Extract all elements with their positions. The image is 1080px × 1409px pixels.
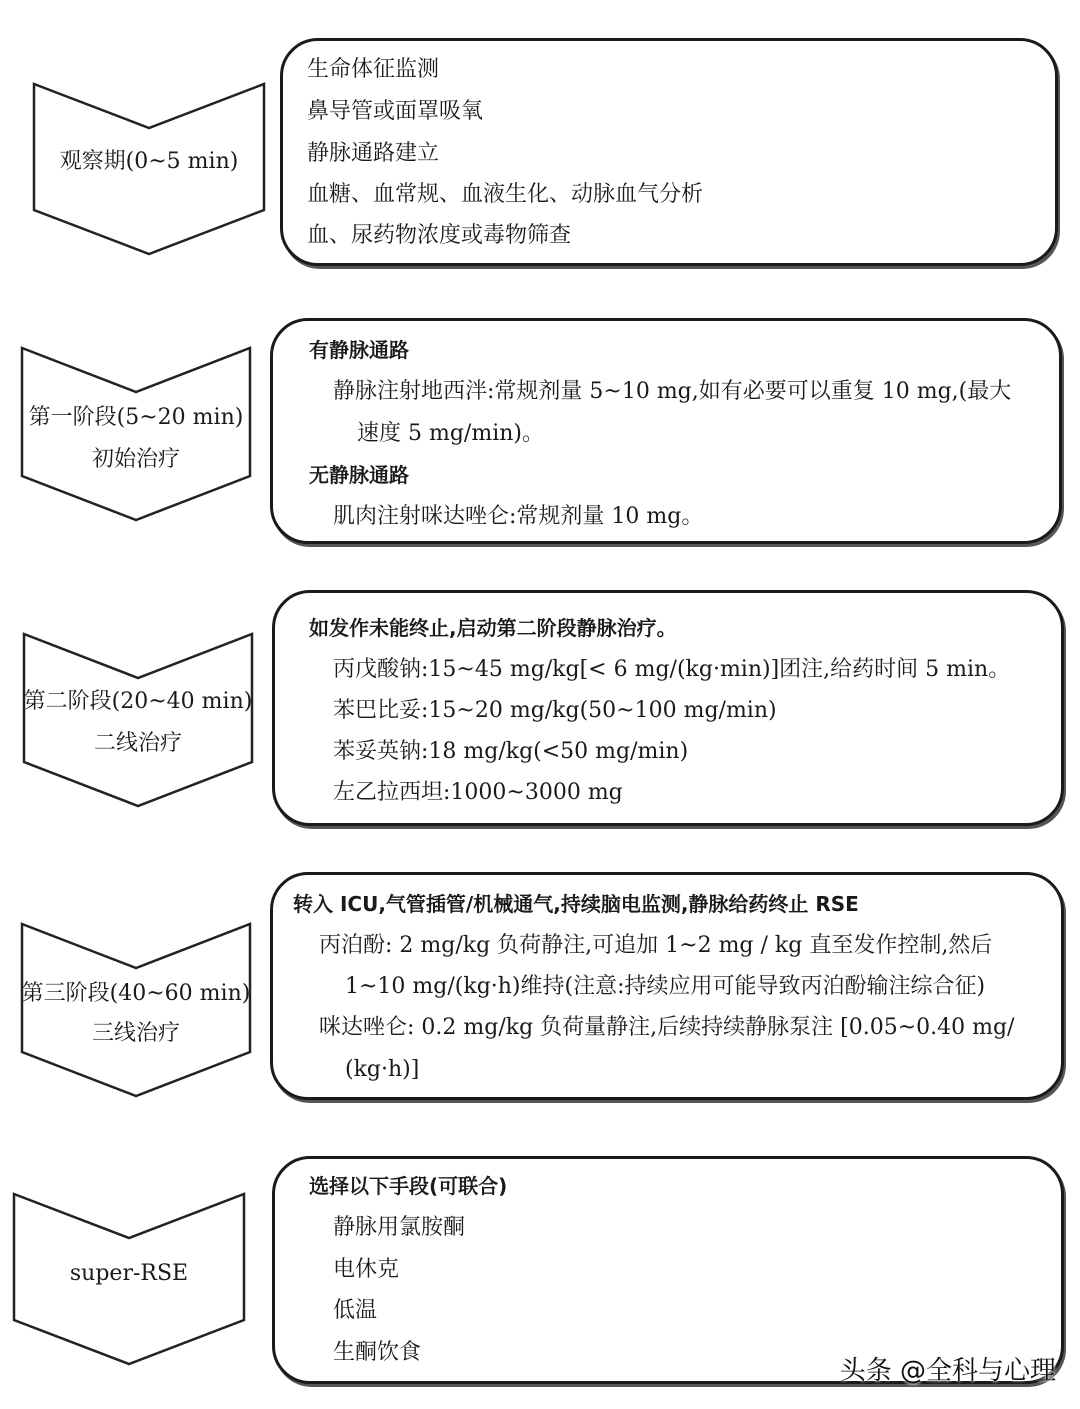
stage-3-label-2: 二线治疗 [93,731,182,756]
stage-2-line-2: 静脉注射地西泮:常规剂量 5~10 mg,如有必要可以重复 10 mg,(最大 [333,379,1012,404]
stage-5-line-3: 电休克 [333,1257,400,1282]
stage-4-box [270,872,1064,1100]
stage-4-line-3: 1~10 mg/(kg·h)维持(注意:持续应用可能导致丙泊酚输注综合征) [345,974,986,999]
stage-5-line-5: 生酮饮食 [333,1340,422,1365]
stage-3-line-4: 苯妥英钠:18 mg/kg(<50 mg/min) [333,739,689,764]
stage-5-line-2: 静脉用氯胺酮 [333,1215,466,1240]
stage-4-chevron [20,922,252,1098]
stage-1-line-1: 生命体征监测 [307,57,440,82]
stage-4-label-2: 三线治疗 [91,1021,180,1046]
stage-1-chevron [32,82,266,256]
stage-5-chevron [12,1192,246,1366]
stage-4-line-5: (kg·h)] [345,1057,420,1082]
stage-1-line-2: 鼻导管或面罩吸氧 [307,99,484,124]
stage-1-line-3: 静脉通路建立 [307,141,440,166]
stage-1-label: 观察期(0~5 min) [59,149,239,174]
stage-2-line-5: 肌肉注射咪达唑仑:常规剂量 10 mg。 [333,504,704,529]
watermark: 头条 @全科与心理 [839,1356,1056,1386]
stage-4-line-4: 咪达唑仑: 0.2 mg/kg 负荷量静注,后续持续静脉泵注 [0.05~0.40 mg/ [319,1015,1015,1040]
stage-5-line-4: 低温 [333,1298,378,1323]
stage-3-line-2: 丙戊酸钠:15~45 mg/kg[< 6 mg/(kg·min)]团注,给药时间 5 min。 [333,657,1011,682]
stage-2-line-1: 有静脉通路 [309,338,409,362]
stage-4-line-1: 转入 ICU,气管插管/机械通气,持续脑电监测,静脉给药终止 RSE [293,892,859,916]
stage-4-label-1: 第三阶段(40~60 min) [21,981,251,1006]
stage-3-line-5: 左乙拉西坦:1000~3000 mg [333,780,623,805]
stage-3-box [272,590,1064,826]
stage-1-box [280,38,1058,266]
stage-3-line-1: 如发作未能终止,启动第二阶段静脉治疗。 [309,616,677,640]
stage-2-label-2: 初始治疗 [91,447,180,472]
stage-2-line-3: 速度 5 mg/min)。 [357,421,544,446]
stage-2-label-1: 第一阶段(5~20 min) [28,405,244,430]
stage-2-box [270,318,1062,544]
stage-3-chevron [22,632,254,808]
stage-4-line-2: 丙泊酚: 2 mg/kg 负荷静注,可追加 1~2 mg / kg 直至发作控制,然后 [319,933,993,958]
stage-2-line-4: 无静脉通路 [309,463,409,487]
stage-5-label: super-RSE [69,1261,189,1286]
stage-2-chevron [20,346,252,522]
stage-3-line-3: 苯巴比妥:15~20 mg/kg(50~100 mg/min) [333,698,777,723]
stage-1-line-4: 血糖、血常规、血液生化、动脉血气分析 [307,182,704,207]
stage-3-label-1: 第二阶段(20~40 min) [23,689,253,714]
stage-5-line-1: 选择以下手段(可联合) [309,1174,508,1198]
stage-1-line-5: 血、尿药物浓度或毒物筛查 [307,223,572,248]
